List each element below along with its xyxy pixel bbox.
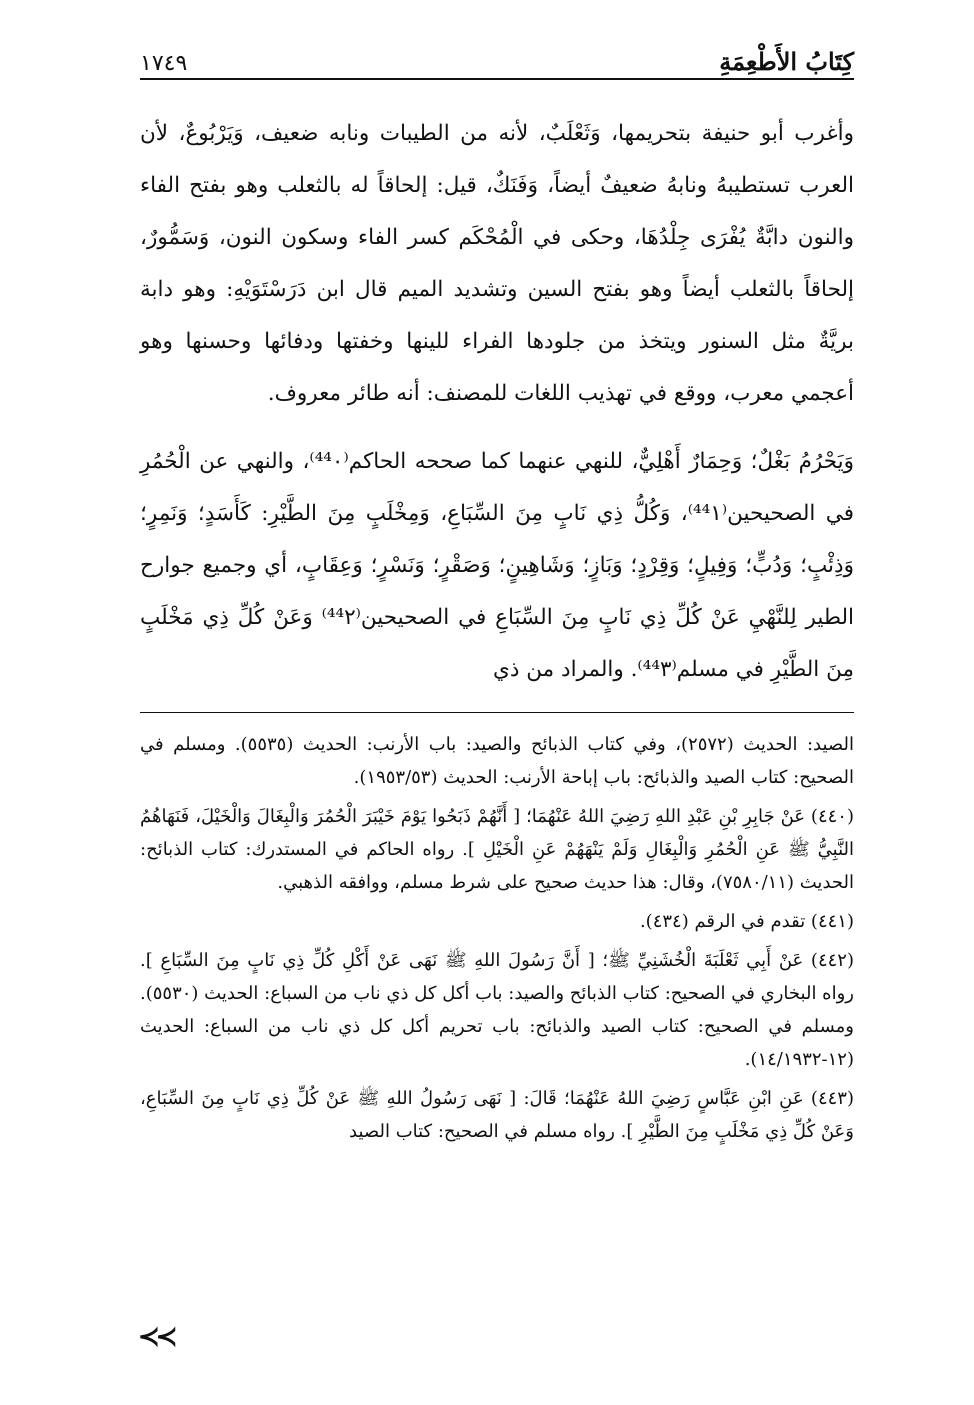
footnote: (٤٤٣) عَنِ ابْنِ عَبَّاسٍ رَضِيَ اللهُ عَنْهُمَا؛ قَالَ: [ نَهَى رَسُولُ اللهِ ﷺ عَنْ كُلِّ ذِي نَابٍ مِنَ السِّبَاعِ، وَعَنْ كُلِّ ذِي مَخْلَبٍ مِنَ الطَّيْرِ ]. رواه مسلم في الصحيح: كتاب الصيد (140, 1088, 854, 1142)
footnote: (٤٤١) تقدم في الرقم (٤٣٤). (639, 911, 854, 932)
footnote: الصيد: الحديث (٢٥٧٢)، وفي كتاب الذبائح والصيد: باب الأرنب: الحديث (٥٥٣٥). ومسلم في الصحيح: كتاب الصيد والذبائح: باب إباحة الأرنب: الحديث (١٩٥٣/٥٣). (140, 734, 855, 788)
chapter-title: كِتَابُ الأَطْعِمَةِ (719, 47, 854, 76)
footnote: (٤٤٢) عَنْ أَبِي ثَعْلَبَةَ الْخُشَنِيِّ ﷺ؛ [ أَنَّ رَسُولَ اللهِ ﷺ نَهَى عَنْ أَكْلِ كُلِّ ذِي نَابٍ مِنَ السِّبَاعِ ]. رواه البخاري في الصحيح: كتاب الذبائح والصيد: باب أكل كل ذي ناب من السباع: الحديث (٥٥٣٠). ومسلم في الصحيح: كتاب الصيد والذبائح: باب تحريم أكل كل ذي ناب من السباع: الحديث (١٢-١٤/١٩٣٢). (140, 950, 854, 1070)
continuation-mark: ≺≺ (138, 1322, 174, 1352)
footnote-divider (140, 712, 854, 713)
footnote: (٤٤٠) عَنْ جَابِرِ بْنِ عَبْدِ اللهِ رَضِيَ اللهُ عَنْهُمَا؛ [ أَنَّهُمْ ذَبَحُوا يَوْمَ خَيْبَرَ الْحُمُرَ وَالْبِغَالَ وَالْخَيْلَ، فَنَهَاهُمُ النَّبِيُّ ﷺ عَنِ الْحُمُرِ وَالْبِغَالِ وَلَمْ يَنْهَهُمْ عَنِ الْخَيْلِ ]. رواه الحاكم في المستدرك: كتاب الذبائح: الحديث (٧٥٨٠/١١)، وقال: هذا حديث صحيح على شرط مسلم، ووافقه الذهبي. (140, 806, 854, 893)
paragraph: وَيَحْرُمُ بَغْلٌ؛ وَحِمَارٌ أَهْلِيٌّ، للنهي عنهما كما صححه الحاكم⁽⁴⁴٠⁾، والنهي عن الْحُمُرِ في الصحيحين⁽⁴⁴١⁾، وَكُلُّ ذِي نَابٍ مِنَ السِّبَاعِ، وَمِخْلَبٍ مِنَ الطَّيْرِ: كَأَسَدٍ؛ وَنَمِرٍ؛ وَذِئْبٍ؛ وَدُبٍّ؛ وَفِيلٍ؛ وَقِرْدٍ؛ وَبَازٍ؛ وَشَاهِينٍ؛ وَصَقْرٍ؛ وَنَسْرٍ؛ وَعِقَابٍ، أي وجميع جوارح الطير لِلنَّهْيِ عَنْ كُلِّ ذِي نَابٍ مِنَ السِّبَاعِ في الصحيحين⁽⁴⁴٢⁾ وَعَنْ كُلِّ ذِي مَخْلَبٍ مِنَ الطَّيْرِ في مسلم⁽⁴⁴٣⁾. والمراد من ذي (140, 449, 854, 682)
main-text (140, 108, 854, 696)
paragraph: وأغرب أبو حنيفة بتحريمها، وَثَعْلَبٌ، لأنه من الطيبات ونابه ضعيف، وَيَرْبُوعٌ، لأن العرب تستطيبهُ ونابهُ ضعيفٌ أيضاً، وَفَنَكٌ، قيل: إلحاقاً له بالثعلب وهو بفتح الفاء والنون دابَّةٌ يُفْرَى جِلْدُهَا، وحكى في الْمُحْكَم كسر الفاء وسكون النون، وَسَمُّورٌ، إلحاقاً بالثعلب أيضاً وهو بفتح السين وتشديد الميم قال ابن دَرَسْتَوَيْهِ: وهو دابة بريَّةٌ مثل السنور ويتخذ من جلودها الفراء للينها وخفتها ودفائها وحسنها وهو أعجمي معرب، ووقع في تهذيب اللغات للمصنف: أنه طائر معروف. (140, 121, 854, 406)
footnotes (140, 728, 854, 1154)
page-number: ١٧٤٩ (140, 51, 188, 76)
page-header (140, 38, 854, 80)
